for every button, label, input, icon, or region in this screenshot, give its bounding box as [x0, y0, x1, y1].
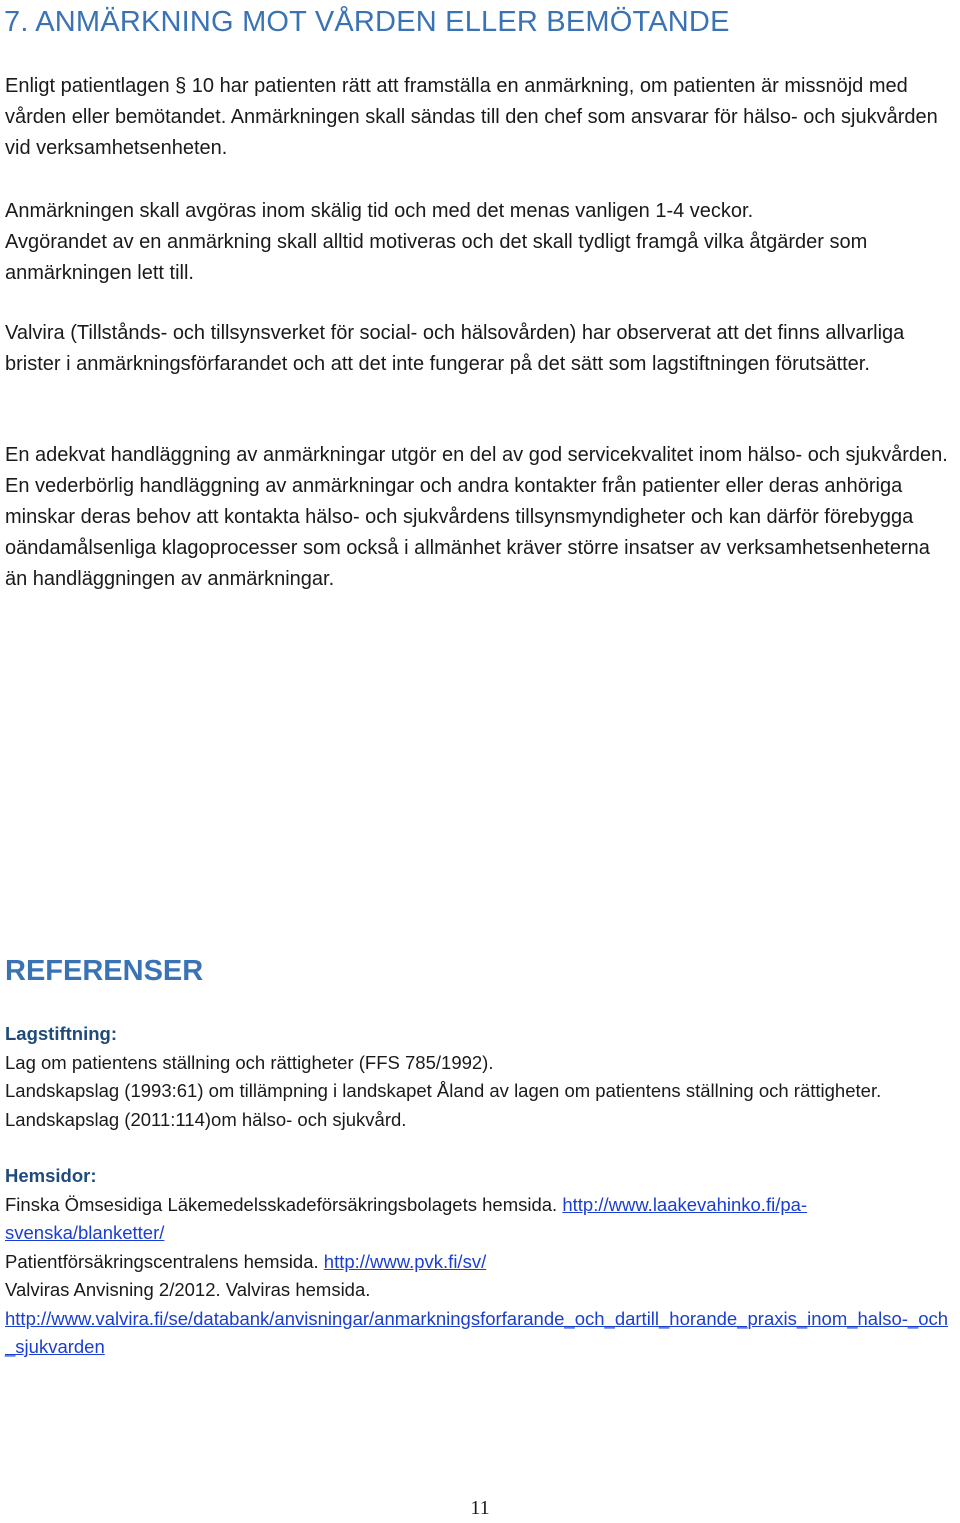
website-link[interactable]: http://www.laakevahinko.fi/pa-svenska/blanketter/: [5, 1193, 808, 1243]
legislation-item: Landskapslag (2011:114)om hälso- och sjukvård.: [5, 1108, 407, 1130]
paragraph-decision-motivation: Avgörandet av en anmärkning skall alltid motiveras och det skall tydligt framgå vilka åtgärder som anmärkningen lett till.: [5, 231, 868, 284]
website-description: Valviras Anvisning 2/2012. Valviras hemsida.: [5, 1279, 371, 1300]
paragraph-patient-law: Enligt patientlagen § 10 har patienten rätt att framställa en anmärkning, om patienten är missnöjd med vården eller bemötandet. Anmärkningen skall sändas till den chef som ansvarar för hälso- och sjukvården vid verksamhetsenheten.: [5, 75, 938, 159]
paragraph-valvira: Valvira (Tillstånds- och tillsynsverket för social- och hälsovården) har observerat att det finns allvarliga brister i anmärkningsförfarandet och att det inte fungerar på det sätt som lagstiftningen förutsätter.: [5, 322, 905, 375]
spacer: [5, 1134, 955, 1162]
legislation-item: Landskapslag (1993:61) om tillämpning i landskapet Åland av lagen om patientens ställning och rättigheter.: [5, 1080, 882, 1101]
references-heading: REFERENSER: [5, 955, 204, 987]
paragraph-adequate-handling: En adekvat handläggning av anmärkningar utgör en del av god servicekvalitet inom hälso- och sjukvården. En vederbörlig handläggning av anmärkningar och andra kontakter från patienter eller deras anhöriga minskar deras behov att kontakta hälso- och sjukvårdens tillsynsmyndigheter och kan därför förebygga oändamålsenliga klagoprocesser som också i allmänhet kräver större insatser av verksamhetsenheterna än handläggningen av anmärkningar.: [5, 444, 948, 590]
website-link[interactable]: http://www.pvk.fi/sv/: [323, 1250, 487, 1272]
website-item: [5, 1305, 955, 1362]
website-link[interactable]: http://www.valvira.fi/se/databank/anvisningar/anmarkningsforfarande_och_dartill_horande_praxis_inom_halso-_och_sjukvarden: [5, 1307, 949, 1357]
website-description: Patientförsäkringscentralens hemsida.: [5, 1250, 319, 1272]
website-item: [5, 1191, 955, 1248]
websites-label: Hemsidor:: [5, 1165, 97, 1186]
website-description: Finska Ömsesidiga Läkemedelsskadeförsäkringsbolagets hemsida.: [5, 1193, 558, 1215]
section-heading: 7. ANMÄRKNING MOT VÅRDEN ELLER BEMÖTANDE: [4, 6, 730, 38]
legislation-item: Lag om patientens ställning och rättigheter (FFS 785/1992).: [5, 1051, 494, 1073]
references-list: [5, 1020, 955, 1362]
legislation-label: Lagstiftning:: [5, 1023, 118, 1044]
page-number: 11: [470, 1497, 490, 1519]
website-item: [5, 1248, 955, 1277]
website-item: [5, 1276, 955, 1305]
paragraph-decision-time: Anmärkningen skall avgöras inom skälig tid och med det menas vanligen 1-4 veckor.: [5, 200, 754, 222]
